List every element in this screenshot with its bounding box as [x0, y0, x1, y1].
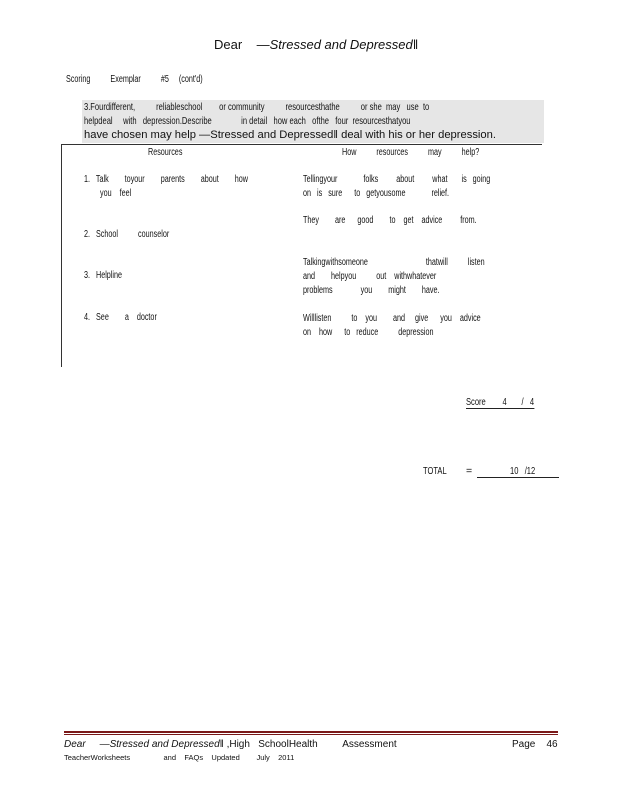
- title-name: —Stressed and Depressed‖: [256, 37, 419, 52]
- footer-prefix: Dear: [64, 739, 86, 750]
- scoring-label: Scoring Exemplar #5 (cont'd): [66, 74, 203, 85]
- how-item-2: They are good to get advice from.: [303, 215, 477, 226]
- footer-rule: [64, 731, 558, 733]
- total-label: TOTAL: [423, 465, 447, 477]
- total-equals: =: [466, 465, 473, 477]
- prompt-line-2: helpdeal with depression.Describe in detail how each ofthe four resourcesthatyou: [84, 115, 411, 127]
- footer-rule-thin: [64, 734, 558, 735]
- how-item-1: Tellingyour folks about what is going on is sure to getyousome relief.: [303, 174, 491, 199]
- total-value: 10 /12: [510, 465, 536, 477]
- prompt-line-3: have chosen may help —Stressed and Depressed‖ deal with his or her depression.: [84, 129, 496, 141]
- footer-title: [64, 739, 397, 750]
- page-number: Page 46: [512, 739, 558, 750]
- prompt-line-1: 3.Fourdifferent, reliableschool or community resourcesthathe or she may use to: [84, 101, 430, 113]
- footer-subtitle: TeacherWorksheets and FAQs Updated July 2011: [64, 753, 295, 762]
- resource-item-1: 1. Talk toyour parents about how you feel: [84, 174, 248, 199]
- resource-item-4: 4. See a doctor: [84, 312, 157, 323]
- title-prefix: Dear: [214, 37, 243, 52]
- column-header-how: How resources may help?: [342, 147, 480, 158]
- footer-rest: ,High SchoolHealth Assessment: [226, 739, 397, 750]
- resource-item-2: 2. School counselor: [84, 229, 170, 240]
- footer-name: —Stressed and Depressed‖: [99, 739, 224, 750]
- resource-item-3: 3. Helpline: [84, 270, 123, 281]
- total-underline: [477, 477, 559, 478]
- how-item-3: Talkingwithsomeone thatwill listen and helpyou out withwhatever problems you might have.: [303, 257, 485, 296]
- table-left-rule: [61, 144, 62, 367]
- table-top-rule: [62, 144, 542, 145]
- column-header-resources: Resources: [148, 147, 183, 158]
- how-item-4: Willlisten to you and give you advice on how to reduce depression: [303, 313, 481, 338]
- page-title: [214, 37, 418, 52]
- score-value: Score 4 / 4: [466, 396, 535, 408]
